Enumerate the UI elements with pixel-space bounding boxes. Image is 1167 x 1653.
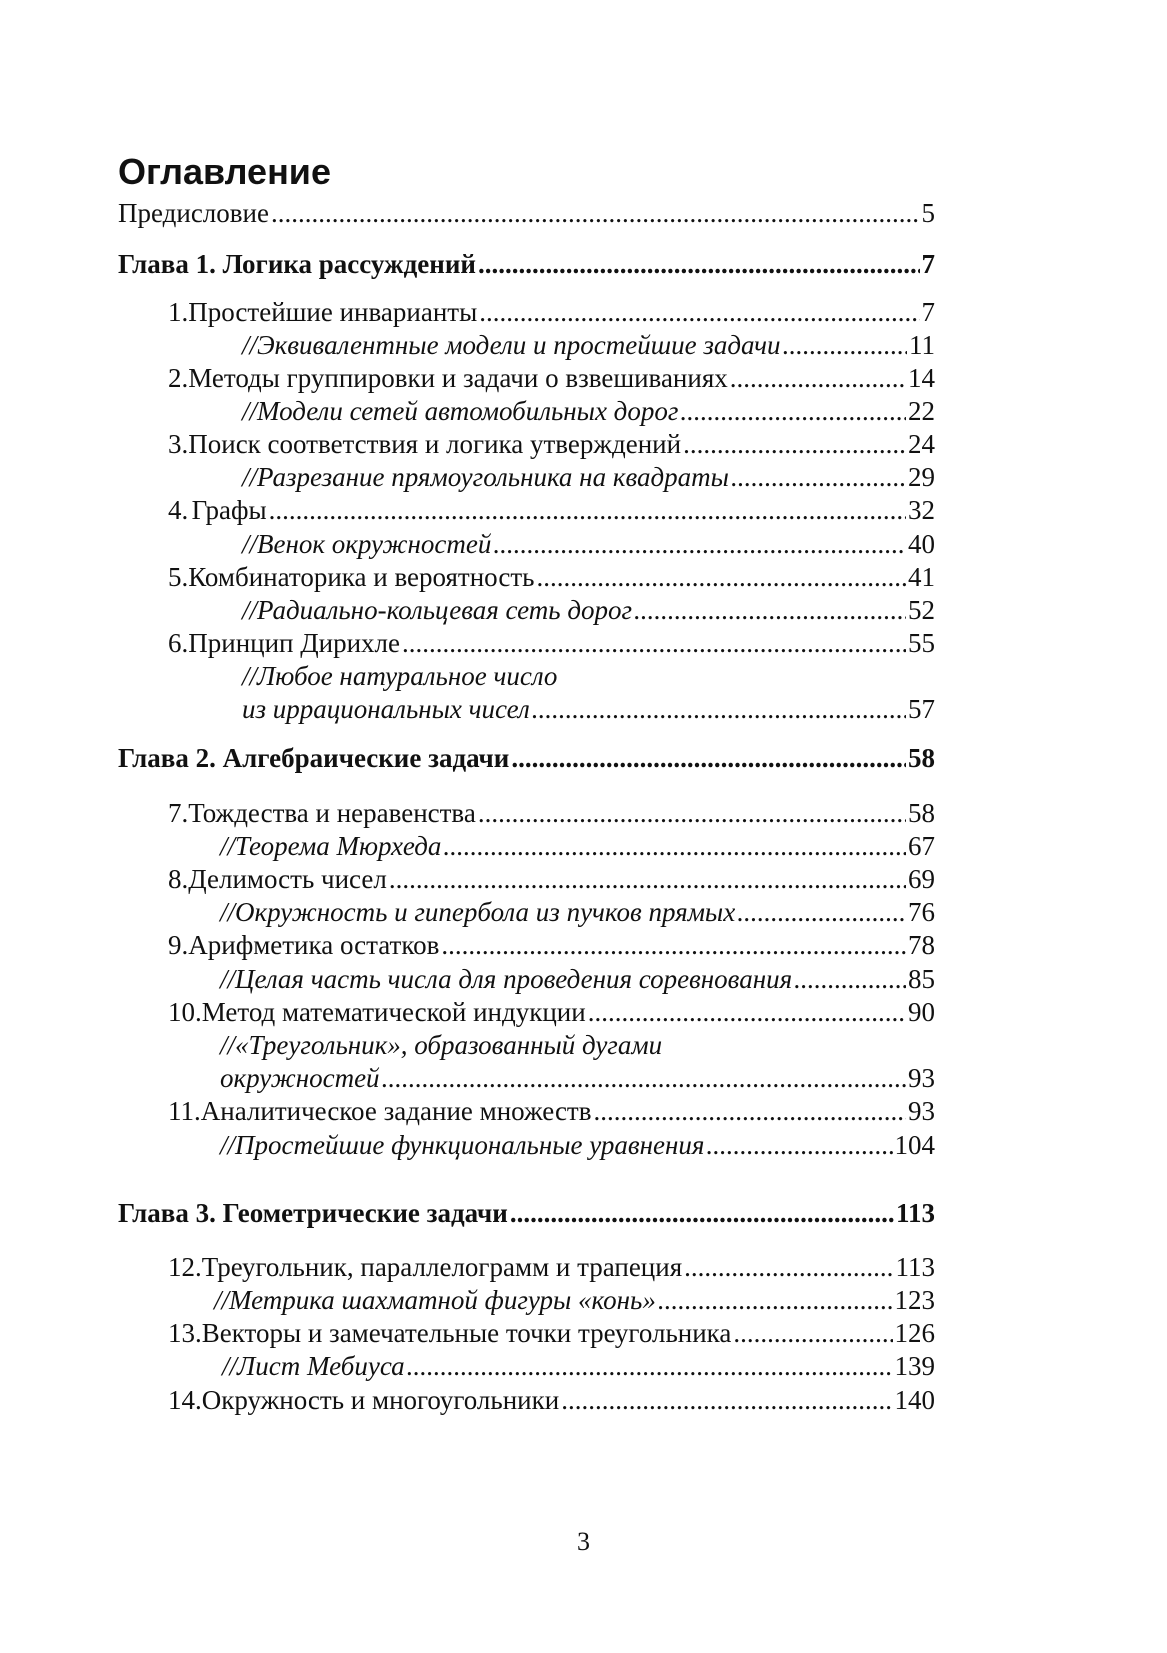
toc-section-label: Поиск соответствия и логика утверждений: [188, 429, 682, 459]
leader-dots: [479, 295, 919, 329]
toc-section-label: Методы группировки и задачи о взвешиваниях: [188, 363, 728, 393]
leader-dots: [733, 1316, 892, 1350]
leader-dots: [269, 493, 906, 527]
toc-section[interactable]: [168, 560, 935, 594]
toc-section-label: Арифметика остатков: [188, 930, 440, 960]
leader-dots: [441, 928, 906, 962]
toc-section-number: 12.: [168, 1252, 202, 1282]
leader-dots: [443, 829, 906, 863]
toc-chapter[interactable]: [118, 247, 935, 281]
toc-section[interactable]: [168, 493, 935, 527]
toc-subsection[interactable]: [214, 1283, 935, 1317]
toc-chapter-page: 7: [921, 249, 935, 279]
toc-section[interactable]: [168, 862, 935, 896]
toc-chapter[interactable]: [118, 1196, 935, 1230]
toc-section-number: 13.: [168, 1318, 202, 1348]
toc-section-number: 5.: [168, 562, 189, 592]
toc-section-page: 7: [921, 297, 935, 327]
leader-dots: [683, 427, 906, 461]
toc-subsection-label: //Лист Мебиуса: [222, 1351, 405, 1381]
toc-subsection[interactable]: [242, 593, 935, 627]
toc-section-label: Векторы и замечательные точки треугольника: [201, 1318, 732, 1348]
toc-subsection-page: 93: [908, 1063, 935, 1093]
toc-section[interactable]: [168, 361, 935, 395]
toc-subsection-label: //Модели сетей автомобильных дорог: [242, 396, 679, 426]
toc-section-label: Треугольник, параллелограмм и трапеция: [201, 1252, 683, 1282]
toc-section-page: 41: [908, 562, 935, 592]
toc-chapter-label: Глава 2. Алгебраические задачи: [118, 743, 510, 773]
toc-subsection-page: 67: [908, 831, 935, 861]
toc-section-label: Простейшие инварианты: [188, 297, 478, 327]
leader-dots: [794, 962, 906, 996]
toc-section[interactable]: [168, 928, 935, 962]
toc-subsection[interactable]: [242, 527, 935, 561]
toc-chapter[interactable]: [118, 741, 935, 775]
toc-subsection-page: 139: [894, 1351, 935, 1381]
toc-section-label: Аналитическое задание множеств: [200, 1096, 592, 1126]
toc-subsection[interactable]: [220, 1128, 935, 1162]
toc-subsection-page: 104: [894, 1130, 935, 1160]
toc-section[interactable]: [168, 626, 935, 660]
leader-dots: [532, 692, 906, 726]
toc-subsection[interactable]: [220, 829, 935, 863]
leader-dots: [271, 196, 920, 230]
toc-subsection[interactable]: [242, 692, 935, 726]
toc-subsection-page: 52: [908, 595, 935, 625]
toc-section[interactable]: [168, 1316, 935, 1350]
toc-subsection-label: из иррациональных чисел: [242, 694, 530, 724]
toc-section-number: 11.: [168, 1096, 201, 1126]
toc-section-number: 1.: [168, 297, 189, 327]
toc-section-label: Тождества и неравенства: [188, 798, 476, 828]
toc-section-page: 14: [908, 363, 935, 393]
leader-dots: [706, 1128, 892, 1162]
leader-dots: [593, 1094, 906, 1128]
leader-dots: [634, 593, 906, 627]
leader-dots: [536, 560, 906, 594]
toc-subsection-label: //Метрика шахматной фигуры «конь»: [214, 1285, 656, 1315]
toc-subsection[interactable]: [220, 962, 935, 996]
toc-subsection[interactable]: [220, 1061, 935, 1095]
toc-section-page: 126: [894, 1318, 935, 1348]
toc-subsection-label: //Радиально-кольцевая сеть дорог: [242, 595, 633, 625]
toc-section-page: 69: [908, 864, 935, 894]
toc-subsection-label: //Венок окружностей: [242, 529, 492, 559]
toc-section-page: 58: [908, 798, 935, 828]
toc-section-label: Принцип Дирихле: [188, 628, 401, 658]
toc-subsection-line1[interactable]: //«Треугольник», образованный дугами: [220, 1030, 663, 1060]
toc-section-page: 24: [908, 429, 935, 459]
toc-section-number: 4.: [168, 495, 189, 525]
toc-subsection-page: 22: [908, 396, 935, 426]
toc-subsection[interactable]: [220, 895, 935, 929]
page-number: 3: [577, 1527, 590, 1556]
toc-chapter-label: Глава 3. Геометрические задачи: [118, 1198, 508, 1228]
toc-section[interactable]: [168, 796, 935, 830]
toc-subsection[interactable]: [242, 394, 935, 428]
toc-section-number: 2.: [168, 363, 189, 393]
toc-section[interactable]: [168, 1250, 935, 1284]
leader-dots: [407, 1349, 893, 1383]
toc-entry-label: Предисловие: [118, 198, 269, 228]
toc-subsection-label: //Разрезание прямоугольника на квадраты: [242, 462, 729, 492]
toc-subsection-page: 85: [908, 964, 935, 994]
toc-subsection[interactable]: [242, 328, 935, 362]
toc-subsection-page: 29: [908, 462, 935, 492]
leader-dots: [684, 1250, 893, 1284]
toc-section-number: 6.: [168, 628, 189, 658]
leader-dots: [478, 247, 920, 281]
toc-section-page: 93: [908, 1096, 935, 1126]
toc-subsection-line1[interactable]: //Любое натуральное число: [242, 661, 558, 691]
leader-dots: [478, 796, 906, 830]
toc-section[interactable]: [168, 1094, 935, 1128]
toc-section-page: 32: [908, 495, 935, 525]
leader-dots: [737, 895, 906, 929]
toc-subsection-label: //Окружность и гипербола из пучков прямых: [220, 897, 736, 927]
toc-section-label: Метод математической индукции: [201, 997, 586, 1027]
leader-dots: [402, 626, 906, 660]
leader-dots: [493, 527, 906, 561]
toc-section[interactable]: [168, 427, 935, 461]
leader-dots: [658, 1283, 893, 1317]
leader-dots: [731, 460, 906, 494]
toc-subsection-label: //Эквивалентные модели и простейшие задачи: [242, 330, 781, 360]
leader-dots: [382, 1061, 906, 1095]
toc-section-number: 9.: [168, 930, 189, 960]
toc-chapter-page: 113: [895, 1198, 935, 1228]
toc-section-label: Графы: [191, 495, 267, 525]
toc-subsection-page: 40: [908, 529, 935, 559]
leader-dots: [730, 361, 906, 395]
toc-subsection-label: //Теорема Мюрхеда: [220, 831, 442, 861]
toc-section-page: 90: [908, 997, 935, 1027]
toc-section-label: Делимость чисел: [188, 864, 387, 894]
toc-entry-preface[interactable]: [118, 196, 935, 230]
toc-entry-page: 5: [921, 198, 935, 228]
toc-section-number: 7.: [168, 798, 189, 828]
toc-section[interactable]: [168, 995, 935, 1029]
toc-section-number: 14.: [168, 1385, 202, 1415]
leader-dots: [511, 741, 906, 775]
toc-subsection-page: 76: [908, 897, 935, 927]
toc-subsection-page: 123: [894, 1285, 935, 1315]
toc-subsection-label: окружностей: [220, 1063, 380, 1093]
toc-subsection-label: //Простейшие функциональные уравнения: [220, 1130, 705, 1160]
toc-section-page: 78: [908, 930, 935, 960]
toc-section[interactable]: [168, 1383, 935, 1417]
leader-dots: [561, 1383, 892, 1417]
toc-subsection[interactable]: [242, 460, 935, 494]
toc-section-label: Комбинаторика и вероятность: [188, 562, 535, 592]
page-title: Оглавление: [118, 151, 331, 192]
toc-subsection-page: 57: [908, 694, 935, 724]
leader-dots: [680, 394, 906, 428]
toc-section[interactable]: [168, 295, 935, 329]
leader-dots: [510, 1196, 894, 1230]
toc-section-label: Окружность и многоугольники: [201, 1385, 560, 1415]
toc-section-page: 113: [895, 1252, 935, 1282]
toc-subsection-page: 11: [909, 330, 935, 360]
toc-section-number: 10.: [168, 997, 202, 1027]
leader-dots: [588, 995, 906, 1029]
leader-dots: [389, 862, 906, 896]
toc-section-page: 55: [908, 628, 935, 658]
toc-chapter-page: 58: [908, 743, 935, 773]
toc-subsection-label: //Целая часть числа для проведения соревнования: [220, 964, 793, 994]
toc-section-number: 3.: [168, 429, 189, 459]
toc-section-number: 8.: [168, 864, 189, 894]
toc-chapter-label: Глава 1. Логика рассуждений: [118, 249, 476, 279]
leader-dots: [783, 328, 907, 362]
toc-section-page: 140: [894, 1385, 935, 1415]
toc-subsection[interactable]: [222, 1349, 935, 1383]
